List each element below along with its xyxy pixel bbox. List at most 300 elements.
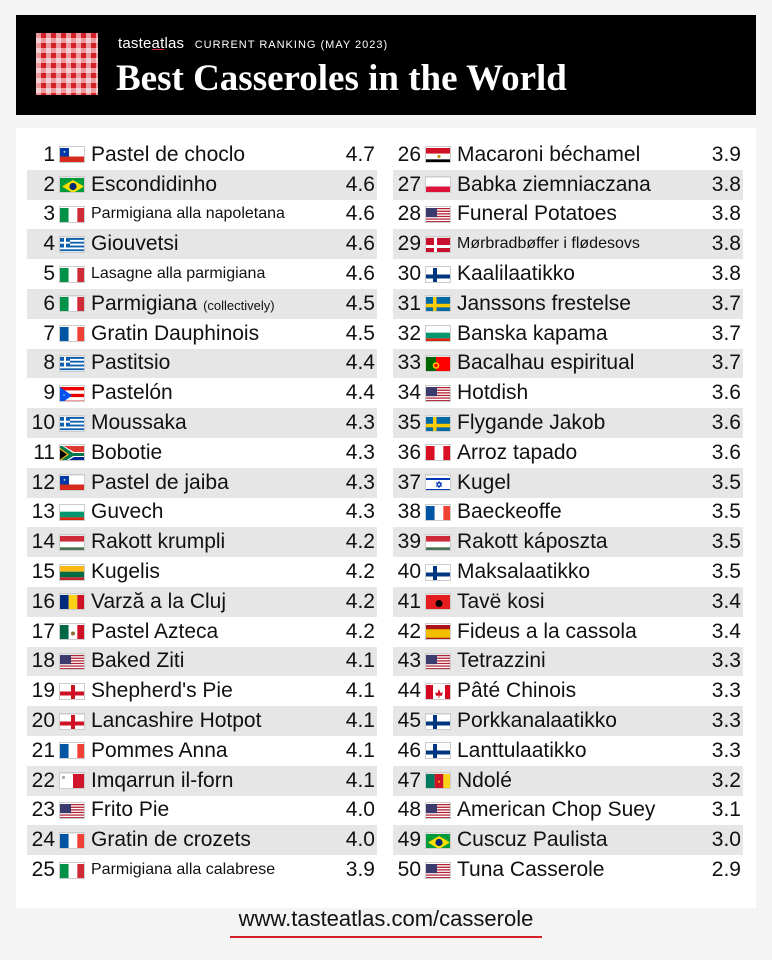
- flag-usa-icon: [425, 802, 451, 819]
- dish-name: [457, 351, 703, 375]
- dish-name-text: Tuna Casserole: [457, 858, 605, 882]
- tasteatlas-logo-icon: [36, 33, 98, 95]
- dish-name: [457, 560, 703, 584]
- rating-score: 3.6: [711, 440, 741, 464]
- flag-france-icon: [59, 832, 85, 849]
- ranking-table: [16, 128, 756, 908]
- flag-mexico-icon: [59, 623, 85, 640]
- flag-brazil-icon: [59, 176, 85, 193]
- dish-name: [91, 679, 337, 703]
- dish-name-text: Pastel de jaiba: [91, 470, 229, 494]
- dish-name-text: Bacalhau espiritual: [457, 351, 635, 375]
- rating-score: 4.5: [345, 291, 375, 315]
- dish-name-text: Pâté Chinois: [457, 679, 577, 703]
- rating-score: 3.3: [711, 649, 741, 673]
- dish-name: [457, 471, 703, 495]
- flag-england-icon: [59, 713, 85, 730]
- brand-part: at: [151, 35, 165, 52]
- rating-score: 4.6: [345, 202, 375, 226]
- ranking-row: [393, 408, 743, 438]
- flag-hungary-icon: [59, 534, 85, 551]
- ranking-row: [393, 289, 743, 319]
- rank-number: 36: [397, 440, 421, 464]
- rating-score: 4.1: [345, 738, 375, 762]
- dish-name: [91, 292, 337, 316]
- dish-name-text: Kugel: [457, 470, 511, 494]
- rank-number: 1: [43, 142, 55, 166]
- dish-name-text: Kaalilaatikko: [457, 262, 575, 286]
- ranking-row: [393, 438, 743, 468]
- rank-number: 30: [397, 262, 421, 286]
- flag-italy-icon: [59, 266, 85, 283]
- rank-number: 20: [31, 709, 55, 733]
- ranking-row: [393, 736, 743, 766]
- rank-number: 42: [397, 619, 421, 643]
- ranking-row: [27, 378, 377, 408]
- rating-score: 3.9: [345, 858, 375, 882]
- ranking-row: [393, 617, 743, 647]
- ranking-row: [27, 736, 377, 766]
- dish-name: [457, 322, 703, 346]
- rank-number: 19: [31, 679, 55, 703]
- rating-score: 4.1: [345, 649, 375, 673]
- dish-name-text: Moussaka: [91, 411, 187, 435]
- dish-name: [91, 861, 337, 879]
- dish-name-text: Parmigiana alla napoletana: [91, 205, 285, 223]
- rank-number: 23: [31, 798, 55, 822]
- dish-name-text: Babka ziemniaczana: [457, 172, 651, 196]
- dish-name: [91, 709, 337, 733]
- dish-name: [457, 590, 703, 614]
- dish-name: [91, 411, 337, 435]
- dish-name-text: Flygande Jakob: [457, 411, 606, 435]
- ranking-row: [27, 498, 377, 528]
- flag-usa-icon: [59, 653, 85, 670]
- dish-name: [91, 173, 337, 197]
- dish-name: [457, 411, 703, 435]
- rank-number: 14: [31, 530, 55, 554]
- flag-denmark-icon: [425, 236, 451, 253]
- dish-name-text: Rakott káposzta: [457, 530, 608, 554]
- dish-name-text: Mørbradbøffer i flødesovs: [457, 235, 640, 253]
- rank-number: 15: [31, 560, 55, 584]
- dish-name: [457, 649, 703, 673]
- flag-finland-icon: [425, 564, 451, 581]
- dish-name: [457, 235, 703, 253]
- dish-name-text: Cuscuz Paulista: [457, 828, 608, 852]
- ranking-row: [27, 349, 377, 379]
- rank-number: 34: [397, 381, 421, 405]
- dish-name: [457, 173, 703, 197]
- rank-number: 32: [397, 321, 421, 345]
- flag-albania-icon: [425, 593, 451, 610]
- ranking-row: [27, 289, 377, 319]
- dish-name: [457, 798, 703, 822]
- dish-name: [91, 649, 337, 673]
- flag-italy-icon: [59, 862, 85, 879]
- dish-name-text: Parmigiana alla calabrese: [91, 861, 276, 879]
- ranking-row: [393, 587, 743, 617]
- flag-greece-icon: [59, 236, 85, 253]
- rating-score: 3.5: [711, 470, 741, 494]
- flag-romania-icon: [59, 593, 85, 610]
- rating-score: 4.2: [345, 530, 375, 554]
- ranking-row: [393, 140, 743, 170]
- dish-name-text: Pastel de choclo: [91, 142, 246, 166]
- dish-name-text: Escondidinho: [91, 172, 218, 196]
- flag-france-icon: [59, 325, 85, 342]
- brand-part: taste: [118, 35, 152, 52]
- dish-name-text: Ndolé: [457, 768, 512, 792]
- ranking-row: [27, 855, 377, 885]
- rank-number: 9: [43, 381, 55, 405]
- rank-number: 6: [43, 291, 55, 315]
- dish-name-text: Arroz tapado: [457, 440, 578, 464]
- rank-number: 24: [31, 828, 55, 852]
- footer-underline: [230, 936, 542, 938]
- ranking-row: [27, 200, 377, 230]
- dish-name-text: Baked Ziti: [91, 649, 185, 673]
- rank-number: 48: [397, 798, 421, 822]
- rank-number: 40: [397, 560, 421, 584]
- dish-name: [91, 590, 337, 614]
- brand-name: [118, 35, 184, 52]
- flag-puerto-rico-icon: [59, 385, 85, 402]
- rating-score: 3.9: [711, 142, 741, 166]
- rank-number: 46: [397, 738, 421, 762]
- rank-number: 39: [397, 530, 421, 554]
- rating-score: 4.0: [345, 798, 375, 822]
- dish-name-text: Banska kapama: [457, 321, 608, 345]
- rank-number: 29: [397, 232, 421, 256]
- flag-france-icon: [59, 742, 85, 759]
- ranking-row: [27, 170, 377, 200]
- dish-name: [91, 828, 337, 852]
- ranking-row: [27, 647, 377, 677]
- rating-score: 4.3: [345, 470, 375, 494]
- flag-bulgaria-icon: [59, 504, 85, 521]
- rating-score: 3.5: [711, 530, 741, 554]
- dish-name: [91, 322, 337, 346]
- flag-sweden-icon: [425, 415, 451, 432]
- header-banner: [16, 15, 756, 115]
- brand-part: las: [164, 35, 185, 52]
- dish-name: [457, 441, 703, 465]
- flag-usa-icon: [425, 385, 451, 402]
- rank-number: 4: [43, 232, 55, 256]
- rank-number: 27: [397, 172, 421, 196]
- ranking-row: [393, 676, 743, 706]
- dish-name: [91, 265, 337, 283]
- ranking-row: [393, 319, 743, 349]
- rating-score: 3.3: [711, 709, 741, 733]
- dish-name-text: Tetrazzini: [457, 649, 546, 673]
- dish-name-text: Parmigiana: [91, 291, 198, 315]
- rating-score: 3.4: [711, 589, 741, 613]
- rank-number: 16: [31, 589, 55, 613]
- dish-name: [457, 769, 703, 793]
- ranking-row: [393, 557, 743, 587]
- dish-name-text: Kugelis: [91, 560, 160, 584]
- ranking-row: [27, 587, 377, 617]
- flag-bulgaria-icon: [425, 325, 451, 342]
- rating-score: 3.7: [711, 351, 741, 375]
- ranking-row: [393, 766, 743, 796]
- flag-greece-icon: [59, 355, 85, 372]
- rank-number: 18: [31, 649, 55, 673]
- dish-name: [91, 560, 337, 584]
- dish-name-text: Tavë kosi: [457, 589, 545, 613]
- flag-chile-icon: [59, 146, 85, 163]
- rating-score: 4.4: [345, 381, 375, 405]
- flag-peru-icon: [425, 444, 451, 461]
- footer-url-link[interactable]: www.tasteatlas.com/casserole: [238, 906, 534, 931]
- dish-name: [91, 351, 337, 375]
- rating-score: 3.7: [711, 321, 741, 345]
- rating-score: 4.3: [345, 411, 375, 435]
- dish-name: [91, 500, 337, 524]
- dish-name-text: Giouvetsi: [91, 232, 179, 256]
- flag-portugal-icon: [425, 355, 451, 372]
- ranking-row: [27, 796, 377, 826]
- rating-score: 3.8: [711, 202, 741, 226]
- ranking-row: [393, 200, 743, 230]
- rating-score: 3.6: [711, 381, 741, 405]
- dish-name: [457, 739, 703, 763]
- ranking-row: [27, 676, 377, 706]
- dish-name-text: Shepherd's Pie: [91, 679, 233, 703]
- flag-usa-icon: [425, 862, 451, 879]
- ranking-row: [27, 766, 377, 796]
- flag-brazil-icon: [425, 832, 451, 849]
- ranking-row: [393, 498, 743, 528]
- page-title: Best Casseroles in the World: [116, 58, 567, 99]
- dish-name-text: Baeckeoffe: [457, 500, 562, 524]
- dish-name-text: American Chop Suey: [457, 798, 656, 822]
- dish-name: [457, 858, 703, 882]
- ranking-row: [393, 647, 743, 677]
- ranking-row: [393, 468, 743, 498]
- flag-malta-icon: [59, 772, 85, 789]
- flag-finland-icon: [425, 713, 451, 730]
- rank-number: 41: [397, 589, 421, 613]
- ranking-row: [27, 229, 377, 259]
- rank-number: 22: [31, 768, 55, 792]
- dish-name: [457, 709, 703, 733]
- ranking-row: [393, 259, 743, 289]
- ranking-row: [27, 468, 377, 498]
- rank-number: 2: [43, 172, 55, 196]
- dish-name-text: Lasagne alla parmigiana: [91, 265, 266, 283]
- rank-number: 33: [397, 351, 421, 375]
- dish-name: [91, 441, 337, 465]
- flag-chile-icon: [59, 474, 85, 491]
- dish-note: (collectively): [203, 297, 275, 313]
- dish-name: [91, 205, 337, 223]
- dish-name-text: Janssons frestelse: [457, 291, 631, 315]
- flag-south-africa-icon: [59, 444, 85, 461]
- ranking-row: [393, 378, 743, 408]
- rank-number: 37: [397, 470, 421, 494]
- rating-score: 4.3: [345, 440, 375, 464]
- dish-name: [91, 798, 337, 822]
- rating-score: 4.2: [345, 619, 375, 643]
- dish-name-text: Hotdish: [457, 381, 529, 405]
- brand-line: [118, 35, 388, 51]
- rank-number: 25: [31, 858, 55, 882]
- rating-score: 4.1: [345, 709, 375, 733]
- dish-name-text: Porkkanalaatikko: [457, 709, 617, 733]
- dish-name: [91, 620, 337, 644]
- flag-hungary-icon: [425, 534, 451, 551]
- rating-score: 3.1: [711, 798, 741, 822]
- rating-score: 3.5: [711, 500, 741, 524]
- dish-name-text: Macaroni béchamel: [457, 142, 641, 166]
- rank-number: 31: [397, 291, 421, 315]
- dish-name: [457, 620, 703, 644]
- flag-france-icon: [425, 504, 451, 521]
- rating-score: 3.8: [711, 232, 741, 256]
- dish-name: [91, 739, 337, 763]
- rank-number: 50: [397, 858, 421, 882]
- ranking-row: [27, 259, 377, 289]
- rank-number: 38: [397, 500, 421, 524]
- ranking-row: [27, 140, 377, 170]
- dish-name: [457, 828, 703, 852]
- dish-name: [457, 381, 703, 405]
- ranking-row: [27, 527, 377, 557]
- rank-number: 35: [397, 411, 421, 435]
- dish-name-text: Imqarrun il-forn: [91, 768, 234, 792]
- dish-name: [457, 143, 703, 167]
- dish-name: [91, 381, 337, 405]
- dish-name: [91, 232, 337, 256]
- ranking-row: [393, 170, 743, 200]
- flag-usa-icon: [425, 206, 451, 223]
- rank-number: 26: [397, 142, 421, 166]
- dish-name-text: Varză a la Cluj: [91, 589, 227, 613]
- ranking-row: [27, 438, 377, 468]
- dish-name-text: Guvech: [91, 500, 164, 524]
- rank-number: 13: [31, 500, 55, 524]
- flag-spain-icon: [425, 623, 451, 640]
- dish-name-text: Fideus a la cassola: [457, 619, 637, 643]
- rank-number: 49: [397, 828, 421, 852]
- rank-number: 43: [397, 649, 421, 673]
- flag-lithuania-icon: [59, 564, 85, 581]
- dish-name-text: Pastitsio: [91, 351, 171, 375]
- dish-name-text: Rakott krumpli: [91, 530, 226, 554]
- ranking-subtitle: CURRENT RANKING (MAY 2023): [194, 39, 389, 51]
- rank-number: 3: [43, 202, 55, 226]
- rank-number: 21: [31, 738, 55, 762]
- ranking-row: [393, 855, 743, 885]
- ranking-row: [393, 825, 743, 855]
- flag-usa-icon: [425, 653, 451, 670]
- ranking-column-right: [393, 140, 743, 885]
- dish-name: [457, 500, 703, 524]
- ranking-row: [27, 557, 377, 587]
- ranking-row: [393, 706, 743, 736]
- flag-usa-icon: [59, 802, 85, 819]
- rating-score: 4.6: [345, 262, 375, 286]
- rank-number: 44: [397, 679, 421, 703]
- rating-score: 3.2: [711, 768, 741, 792]
- rating-score: 3.6: [711, 411, 741, 435]
- ranking-row: [27, 408, 377, 438]
- dish-name: [91, 530, 337, 554]
- dish-name-text: Maksalaatikko: [457, 560, 591, 584]
- rank-number: 12: [31, 470, 55, 494]
- ranking-row: [393, 796, 743, 826]
- rating-score: 3.5: [711, 560, 741, 584]
- dish-name: [91, 143, 337, 167]
- flag-sweden-icon: [425, 295, 451, 312]
- dish-name-text: Frito Pie: [91, 798, 170, 822]
- rating-score: 3.3: [711, 679, 741, 703]
- rank-number: 28: [397, 202, 421, 226]
- ranking-row: [393, 349, 743, 379]
- ranking-row: [393, 527, 743, 557]
- ranking-row: [393, 229, 743, 259]
- flag-cameroon-icon: [425, 772, 451, 789]
- rating-score: 4.1: [345, 768, 375, 792]
- dish-name: [457, 679, 703, 703]
- rating-score: 4.5: [345, 321, 375, 345]
- dish-name: [91, 769, 337, 793]
- rating-score: 4.4: [345, 351, 375, 375]
- rating-score: 4.0: [345, 828, 375, 852]
- flag-italy-icon: [59, 206, 85, 223]
- rating-score: 4.1: [345, 679, 375, 703]
- dish-name: [457, 292, 703, 316]
- rating-score: 4.6: [345, 232, 375, 256]
- ranking-row: [27, 825, 377, 855]
- flag-poland-icon: [425, 176, 451, 193]
- rating-score: 2.9: [711, 858, 741, 882]
- dish-name-text: Gratin de crozets: [91, 828, 251, 852]
- dish-name-text: Gratin Dauphinois: [91, 321, 260, 345]
- rank-number: 5: [43, 262, 55, 286]
- rating-score: 3.3: [711, 738, 741, 762]
- rank-number: 17: [31, 619, 55, 643]
- rank-number: 8: [43, 351, 55, 375]
- dish-name: [457, 202, 703, 226]
- rating-score: 3.0: [711, 828, 741, 852]
- dish-name: [457, 262, 703, 286]
- flag-finland-icon: [425, 742, 451, 759]
- rating-score: 4.2: [345, 589, 375, 613]
- dish-name: [457, 530, 703, 554]
- flag-canada-icon: [425, 683, 451, 700]
- rating-score: 3.4: [711, 619, 741, 643]
- rank-number: 10: [31, 411, 55, 435]
- dish-name: [91, 471, 337, 495]
- rating-score: 3.8: [711, 262, 741, 286]
- dish-name-text: Funeral Potatoes: [457, 202, 617, 226]
- ranking-row: [27, 617, 377, 647]
- rating-score: 3.8: [711, 172, 741, 196]
- rating-score: 4.2: [345, 560, 375, 584]
- flag-finland-icon: [425, 266, 451, 283]
- flag-israel-icon: [425, 474, 451, 491]
- ranking-row: [27, 319, 377, 349]
- flag-greece-icon: [59, 415, 85, 432]
- dish-name-text: Pastelón: [91, 381, 173, 405]
- rating-score: 4.7: [345, 142, 375, 166]
- dish-name-text: Pastel Azteca: [91, 619, 219, 643]
- rating-score: 3.7: [711, 291, 741, 315]
